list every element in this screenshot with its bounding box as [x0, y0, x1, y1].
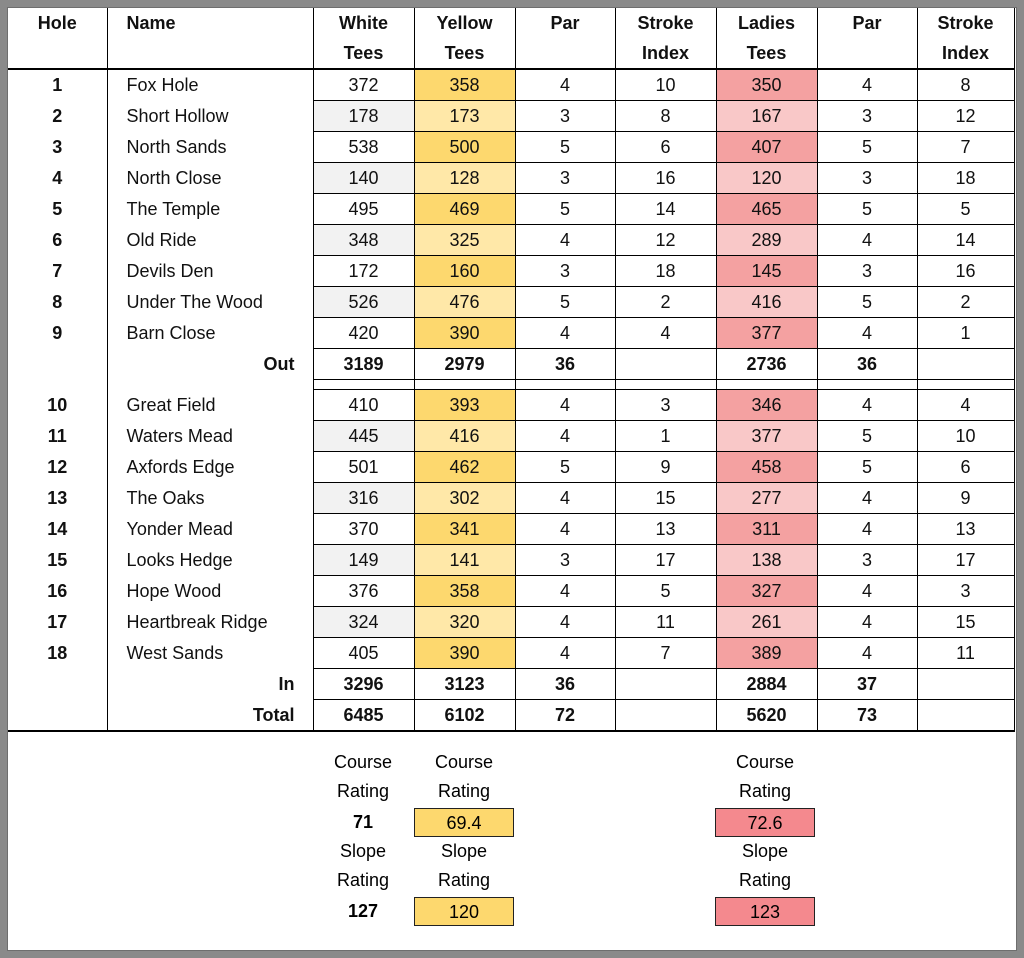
ladies-tees-yards: 407	[716, 132, 817, 163]
white-slope-rating-label-2: Rating	[336, 870, 390, 890]
white-tees-yards: 376	[313, 576, 414, 607]
gap-cell	[615, 380, 716, 390]
ladies-stroke-index: 11	[917, 638, 1014, 669]
stroke-index: 16	[615, 163, 716, 194]
table-row	[8, 69, 1014, 101]
out-yellow-total: 2979	[414, 349, 515, 380]
ladies-stroke-index: 14	[917, 225, 1014, 256]
gap-cell	[414, 380, 515, 390]
header-ladies-1: Ladies	[716, 8, 817, 38]
hole-number: 7	[8, 256, 107, 287]
hole-name: The Temple	[126, 199, 221, 219]
yellow-tees-yards: 416	[414, 421, 515, 452]
ladies-par: 5	[817, 194, 917, 225]
par: 5	[515, 287, 615, 318]
hole-number: 17	[8, 607, 107, 638]
header-ladies-stroke-1: Stroke	[917, 8, 1014, 38]
table-row	[8, 132, 1014, 163]
hole-number: 18	[8, 638, 107, 669]
total-yellow-total: 6102	[414, 700, 515, 732]
table-row	[8, 101, 1014, 132]
ladies-tees-yards: 138	[716, 545, 817, 576]
hole-name: Barn Close	[126, 323, 216, 343]
stroke-index: 11	[615, 607, 716, 638]
total-summary-row	[8, 700, 1014, 732]
ladies-tees-yards: 277	[716, 483, 817, 514]
ladies-stroke-index: 4	[917, 390, 1014, 421]
table-row	[8, 638, 1014, 669]
yellow-tees-yards: 302	[414, 483, 515, 514]
stroke-index: 2	[615, 287, 716, 318]
par: 4	[515, 69, 615, 101]
par: 4	[515, 318, 615, 349]
par: 4	[515, 514, 615, 545]
hole-number: 3	[8, 132, 107, 163]
ladies-tees-yards: 377	[716, 421, 817, 452]
stroke-index: 10	[615, 69, 716, 101]
ladies-par: 4	[817, 69, 917, 101]
total-par-total: 72	[515, 700, 615, 732]
white-tees-yards: 178	[313, 101, 414, 132]
white-slope-rating-value: 127	[347, 901, 379, 921]
table-row	[8, 514, 1014, 545]
header-white-1: White	[313, 8, 414, 38]
hole-number: 14	[8, 514, 107, 545]
ladies-par: 5	[817, 421, 917, 452]
header-ladies-2: Tees	[716, 38, 817, 69]
hole-name: North Close	[126, 168, 222, 188]
white-tees-yards: 149	[313, 545, 414, 576]
ladies-tees-yards: 350	[716, 69, 817, 101]
stroke-index: 5	[615, 576, 716, 607]
stroke-index: 17	[615, 545, 716, 576]
table-row	[8, 390, 1014, 421]
white-tees-yards: 420	[313, 318, 414, 349]
ladies-stroke-index: 9	[917, 483, 1014, 514]
table-row	[8, 318, 1014, 349]
ladies-par: 3	[817, 163, 917, 194]
ladies-stroke-index: 8	[917, 69, 1014, 101]
ladies-par: 5	[817, 452, 917, 483]
out-par-total: 36	[515, 349, 615, 380]
out-ladies-total: 2736	[716, 349, 817, 380]
yellow-tees-yards: 160	[414, 256, 515, 287]
hole-name: Axfords Edge	[126, 457, 235, 477]
header-name-blank	[107, 38, 313, 69]
par: 3	[515, 545, 615, 576]
out-white-total: 3189	[313, 349, 414, 380]
header-par-blank	[515, 38, 615, 69]
header-ladies-stroke-2: Index	[917, 38, 1014, 69]
out-si-blank	[615, 349, 716, 380]
table-row	[8, 452, 1014, 483]
ladies-par: 4	[817, 318, 917, 349]
ladies-tees-yards: 458	[716, 452, 817, 483]
yellow-tees-yards: 500	[414, 132, 515, 163]
white-tees-yards: 495	[313, 194, 414, 225]
white-course-rating-value: 71	[352, 812, 374, 832]
ladies-tees-yards: 377	[716, 318, 817, 349]
hole-name: North Sands	[126, 137, 227, 157]
yellow-tees-yards: 469	[414, 194, 515, 225]
total-label: Total	[107, 700, 313, 732]
ladies-stroke-index: 10	[917, 421, 1014, 452]
in-hole-blank	[8, 669, 107, 700]
section-gap	[8, 380, 1014, 390]
ladies-par: 3	[817, 256, 917, 287]
hole-name: Old Ride	[126, 230, 197, 250]
total-hole-blank	[8, 700, 107, 732]
ladies-stroke-index: 16	[917, 256, 1014, 287]
white-tees-yards: 172	[313, 256, 414, 287]
ladies-par: 4	[817, 390, 917, 421]
yellow-tees-yards: 393	[414, 390, 515, 421]
out-summary-row	[8, 349, 1014, 380]
white-tees-yards: 405	[313, 638, 414, 669]
table-row	[8, 483, 1014, 514]
hole-number: 13	[8, 483, 107, 514]
yellow-ratings	[414, 748, 514, 926]
hole-name: Devils Den	[126, 261, 214, 281]
yellow-tees-yards: 462	[414, 452, 515, 483]
total-ladies-total: 5620	[716, 700, 817, 732]
hole-number: 6	[8, 225, 107, 256]
gap-cell	[107, 380, 313, 390]
yellow-course-rating-value: 69.4	[414, 808, 514, 837]
gap-cell	[8, 380, 107, 390]
stroke-index: 15	[615, 483, 716, 514]
in-summary-row	[8, 669, 1014, 700]
ladies-course-rating-label-2: Rating	[738, 781, 792, 801]
header-yellow-2: Tees	[414, 38, 515, 69]
hole-name: Fox Hole	[126, 75, 199, 96]
ladies-stroke-index: 6	[917, 452, 1014, 483]
ladies-stroke-index: 1	[917, 318, 1014, 349]
yellow-tees-yards: 390	[414, 318, 515, 349]
par: 5	[515, 452, 615, 483]
par: 4	[515, 390, 615, 421]
par: 3	[515, 256, 615, 287]
ladies-tees-yards: 167	[716, 101, 817, 132]
hole-number: 1	[8, 69, 107, 101]
out-label: Out	[263, 354, 295, 374]
ladies-stroke-index: 5	[917, 194, 1014, 225]
yellow-tees-yards: 173	[414, 101, 515, 132]
ladies-tees-yards: 311	[716, 514, 817, 545]
header-par: Par	[515, 8, 615, 38]
ladies-par: 3	[817, 545, 917, 576]
ladies-course-rating-value: 72.6	[715, 808, 815, 837]
hole-name: Short Hollow	[126, 106, 229, 126]
ladies-stroke-index: 17	[917, 545, 1014, 576]
out-hole-blank	[8, 349, 107, 380]
yellow-course-rating-label-1: Course	[434, 752, 494, 772]
ladies-slope-rating-label-1: Slope	[741, 841, 789, 861]
ladies-stroke-index: 15	[917, 607, 1014, 638]
ladies-par: 3	[817, 101, 917, 132]
table-row	[8, 545, 1014, 576]
hole-number: 15	[8, 545, 107, 576]
hole-number: 4	[8, 163, 107, 194]
hole-number: 5	[8, 194, 107, 225]
yellow-tees-yards: 128	[414, 163, 515, 194]
in-si-blank	[615, 669, 716, 700]
hole-name: Looks Hedge	[126, 550, 233, 570]
par: 3	[515, 163, 615, 194]
par: 5	[515, 132, 615, 163]
white-ratings	[313, 748, 413, 926]
in-ladies-par-total: 37	[817, 669, 917, 700]
yellow-slope-rating-value: 120	[414, 897, 514, 926]
hole-number: 2	[8, 101, 107, 132]
hole-name: Yonder Mead	[126, 519, 233, 539]
hole-number: 16	[8, 576, 107, 607]
ladies-slope-rating-value: 123	[715, 897, 815, 926]
table-row	[8, 607, 1014, 638]
ladies-tees-yards: 416	[716, 287, 817, 318]
ratings-section	[8, 748, 1014, 948]
table-row	[8, 421, 1014, 452]
yellow-course-rating-label-2: Rating	[437, 781, 491, 801]
white-slope-rating-label-1: Slope	[339, 841, 387, 861]
out-ladies-si-blank	[917, 349, 1014, 380]
table-row	[8, 287, 1014, 318]
table-row	[8, 256, 1014, 287]
stroke-index: 6	[615, 132, 716, 163]
hole-number: 10	[8, 390, 107, 421]
hole-name: The Oaks	[126, 488, 205, 508]
ladies-stroke-index: 12	[917, 101, 1014, 132]
header-ladies-par: Par	[817, 8, 917, 38]
hole-name: Heartbreak Ridge	[126, 612, 268, 632]
ladies-stroke-index: 18	[917, 163, 1014, 194]
yellow-slope-rating-label-1: Slope	[440, 841, 488, 861]
header-hole: Hole	[8, 8, 107, 38]
ladies-tees-yards: 261	[716, 607, 817, 638]
yellow-tees-yards: 390	[414, 638, 515, 669]
hole-name: Under The Wood	[126, 292, 263, 312]
out-ladies-par-total: 36	[817, 349, 917, 380]
ladies-slope-rating-label-2: Rating	[738, 870, 792, 890]
white-tees-yards: 372	[313, 69, 414, 101]
ladies-tees-yards: 145	[716, 256, 817, 287]
in-white-total: 3296	[313, 669, 414, 700]
white-tees-yards: 526	[313, 287, 414, 318]
table-body	[8, 69, 1014, 731]
hole-name: Waters Mead	[126, 426, 233, 446]
header-stroke-1: Stroke	[615, 8, 716, 38]
yellow-tees-yards: 325	[414, 225, 515, 256]
par: 4	[515, 421, 615, 452]
ladies-stroke-index: 2	[917, 287, 1014, 318]
yellow-tees-yards: 476	[414, 287, 515, 318]
table-row	[8, 163, 1014, 194]
ladies-tees-yards: 120	[716, 163, 817, 194]
header-hole-blank	[8, 38, 107, 69]
header-ladies-par-blank	[817, 38, 917, 69]
table-row	[8, 194, 1014, 225]
ladies-stroke-index: 7	[917, 132, 1014, 163]
header-white-2: Tees	[313, 38, 414, 69]
ladies-par: 4	[817, 514, 917, 545]
in-par-total: 36	[515, 669, 615, 700]
white-tees-yards: 538	[313, 132, 414, 163]
ladies-tees-yards: 389	[716, 638, 817, 669]
yellow-slope-rating-label-2: Rating	[437, 870, 491, 890]
stroke-index: 1	[615, 421, 716, 452]
hole-name: Hope Wood	[126, 581, 222, 601]
hole-name: Great Field	[126, 395, 216, 415]
stroke-index: 3	[615, 390, 716, 421]
ladies-par: 5	[817, 287, 917, 318]
header-stroke-2: Index	[615, 38, 716, 69]
in-label: In	[278, 674, 295, 694]
total-ladies-par-total: 73	[817, 700, 917, 732]
table-header	[8, 8, 1014, 69]
white-tees-yards: 410	[313, 390, 414, 421]
ladies-par: 4	[817, 607, 917, 638]
ladies-par: 4	[817, 225, 917, 256]
hole-name: West Sands	[126, 643, 224, 663]
gap-cell	[313, 380, 414, 390]
yellow-tees-yards: 141	[414, 545, 515, 576]
ladies-stroke-index: 13	[917, 514, 1014, 545]
ladies-par: 4	[817, 576, 917, 607]
in-ladies-total: 2884	[716, 669, 817, 700]
gap-cell	[817, 380, 917, 390]
ladies-par: 4	[817, 638, 917, 669]
ladies-stroke-index: 3	[917, 576, 1014, 607]
white-tees-yards: 501	[313, 452, 414, 483]
table-row	[8, 576, 1014, 607]
hole-number: 12	[8, 452, 107, 483]
total-ladies-si-blank	[917, 700, 1014, 732]
par: 4	[515, 576, 615, 607]
white-course-rating-label-1: Course	[333, 752, 393, 772]
in-yellow-total: 3123	[414, 669, 515, 700]
ladies-tees-yards: 346	[716, 390, 817, 421]
stroke-index: 14	[615, 194, 716, 225]
yellow-tees-yards: 341	[414, 514, 515, 545]
table-row	[8, 225, 1014, 256]
par: 3	[515, 101, 615, 132]
yellow-tees-yards: 320	[414, 607, 515, 638]
white-tees-yards: 140	[313, 163, 414, 194]
gap-cell	[716, 380, 817, 390]
ladies-tees-yards: 289	[716, 225, 817, 256]
header-yellow-1: Yellow	[414, 8, 515, 38]
white-tees-yards: 370	[313, 514, 414, 545]
header-name: Name	[126, 13, 176, 33]
gap-cell	[917, 380, 1014, 390]
hole-number: 9	[8, 318, 107, 349]
total-white-total: 6485	[313, 700, 414, 732]
hole-number: 11	[8, 421, 107, 452]
white-tees-yards: 348	[313, 225, 414, 256]
ladies-ratings	[715, 748, 815, 926]
white-tees-yards: 445	[313, 421, 414, 452]
total-si-blank	[615, 700, 716, 732]
stroke-index: 4	[615, 318, 716, 349]
par: 4	[515, 225, 615, 256]
in-ladies-si-blank	[917, 669, 1014, 700]
scorecard-table	[8, 8, 1015, 732]
par: 4	[515, 607, 615, 638]
yellow-tees-yards: 358	[414, 576, 515, 607]
stroke-index: 13	[615, 514, 716, 545]
par: 5	[515, 194, 615, 225]
par: 4	[515, 638, 615, 669]
stroke-index: 9	[615, 452, 716, 483]
scorecard-sheet	[8, 8, 1016, 950]
stroke-index: 8	[615, 101, 716, 132]
stroke-index: 18	[615, 256, 716, 287]
gap-cell	[515, 380, 615, 390]
ladies-tees-yards: 465	[716, 194, 817, 225]
stroke-index: 7	[615, 638, 716, 669]
hole-number: 8	[8, 287, 107, 318]
white-tees-yards: 316	[313, 483, 414, 514]
ladies-course-rating-label-1: Course	[735, 752, 795, 772]
ladies-par: 5	[817, 132, 917, 163]
white-tees-yards: 324	[313, 607, 414, 638]
yellow-tees-yards: 358	[414, 69, 515, 101]
white-course-rating-label-2: Rating	[336, 781, 390, 801]
ladies-tees-yards: 327	[716, 576, 817, 607]
par: 4	[515, 483, 615, 514]
stroke-index: 12	[615, 225, 716, 256]
ladies-par: 4	[817, 483, 917, 514]
